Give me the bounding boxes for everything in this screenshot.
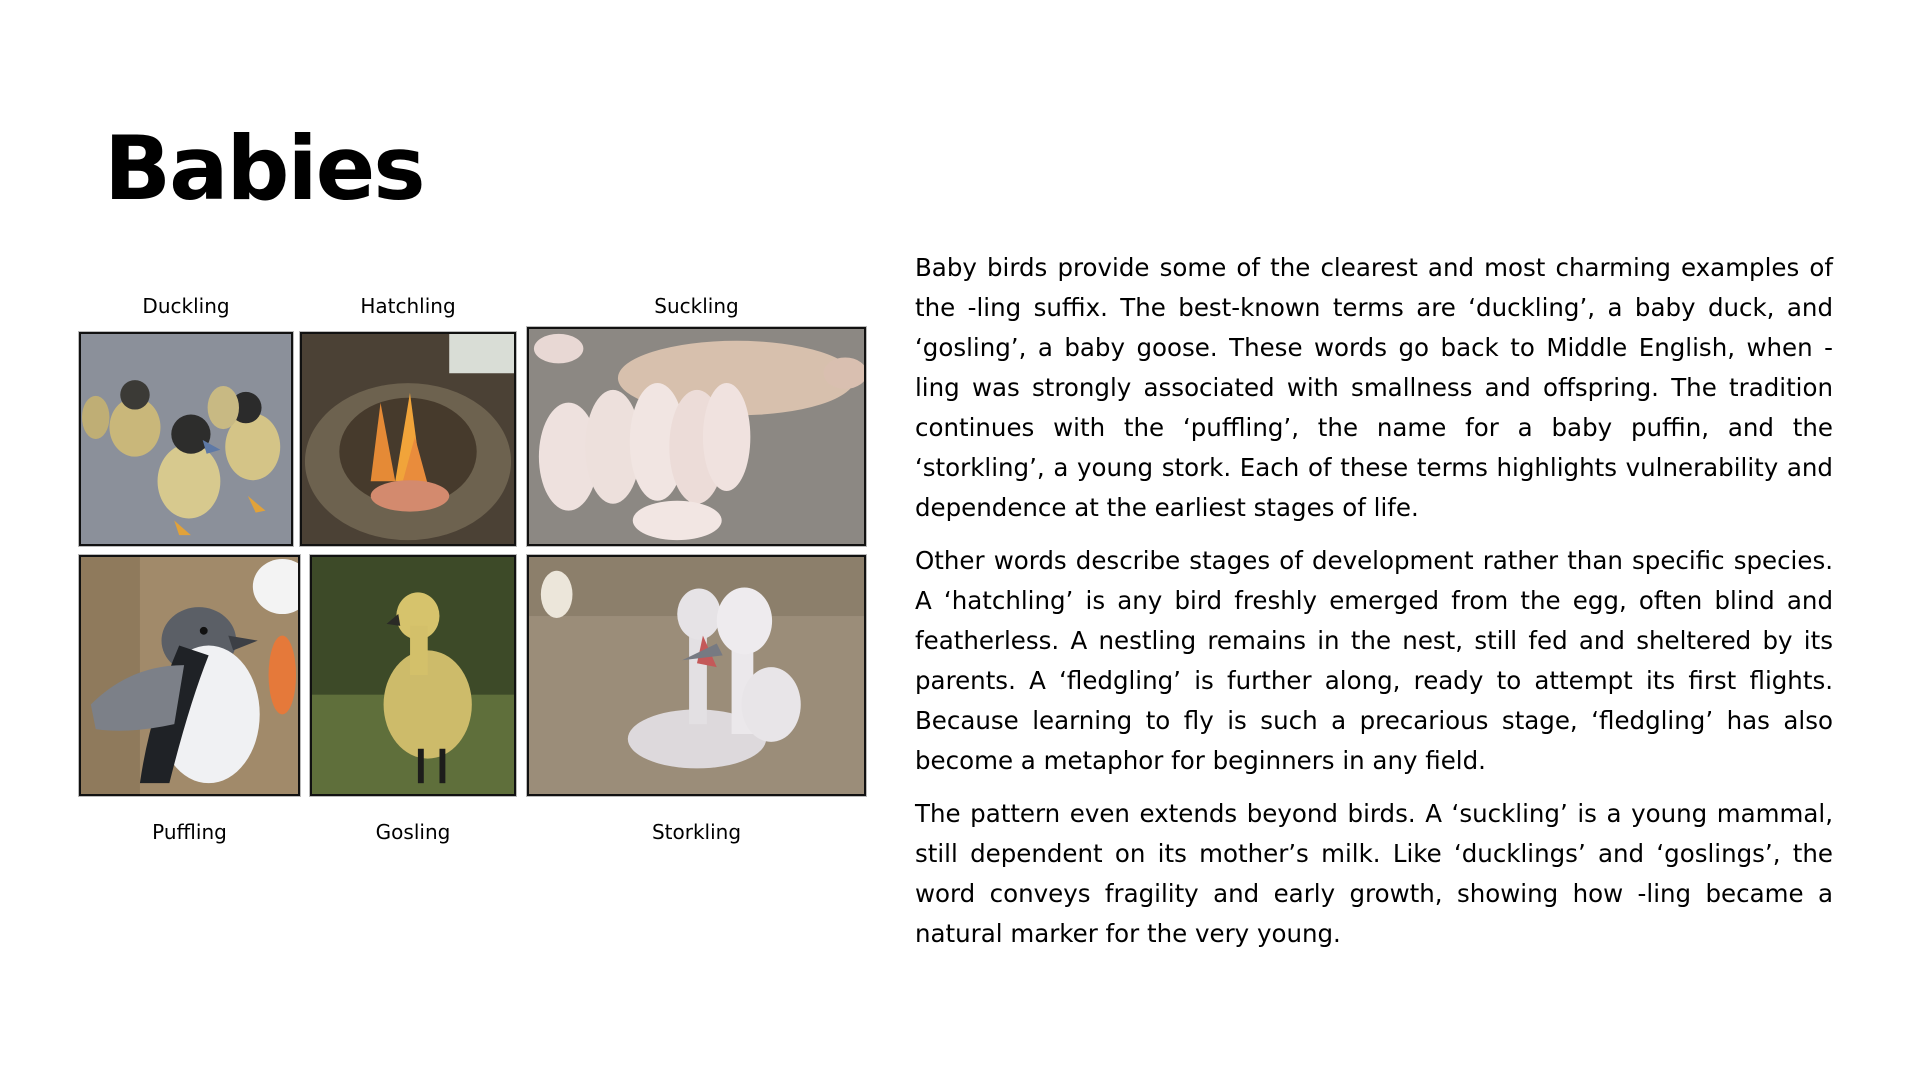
label-gosling: Gosling <box>375 820 451 844</box>
paragraph-beyond-birds: The pattern even extends beyond birds. A ‘suckling’ is a young mammal, still dependent on its mother’s milk. Like ‘ducklings’ and ‘goslings’, the word conveys fragility and early growth, showing how -ling became a natural marker for the very young. <box>915 799 1833 948</box>
label-puffling: Puffling <box>152 820 227 844</box>
suckling-photo <box>527 327 866 546</box>
label-duckling: Duckling <box>142 294 230 318</box>
storkling-photo <box>527 555 866 796</box>
label-suckling: Suckling <box>654 294 739 318</box>
slide-title: Babies <box>104 117 424 220</box>
paragraph-ling-suffix-birds: Baby birds provide some of the clearest and most charming examples of the -ling suffix. The best-known terms are ‘duckling’, a baby duck, and ‘gosling’, a baby goose. These words go back to Middle English, when -ling was strongly associated with smallness and offspring. The tradition continues with the ‘puffling’, the name for a baby puffin, and the ‘storkling’, a young stork. Each of these terms highlights vulnerability and dependence at the earliest stages of life. <box>915 253 1833 522</box>
label-storkling: Storkling <box>651 820 742 844</box>
body-text <box>915 248 1833 967</box>
paragraph-development-stages: Other words describe stages of development rather than specific species. A ‘hatchling’ is any bird freshly emerged from the egg, often blind and featherless. A nestling remains in the nest, still fed and sheltered by its parents. A ‘fledgling’ is further along, ready to attempt its first flights. Because learning to fly is such a precarious stage, ‘fledgling’ has also become a metaphor for beginners in any field. <box>915 546 1833 775</box>
gosling-photo <box>310 555 516 796</box>
hatchling-photo <box>300 332 516 546</box>
puffling-photo <box>79 555 300 796</box>
label-hatchling: Hatchling <box>360 294 456 318</box>
duckling-photo <box>79 332 293 546</box>
